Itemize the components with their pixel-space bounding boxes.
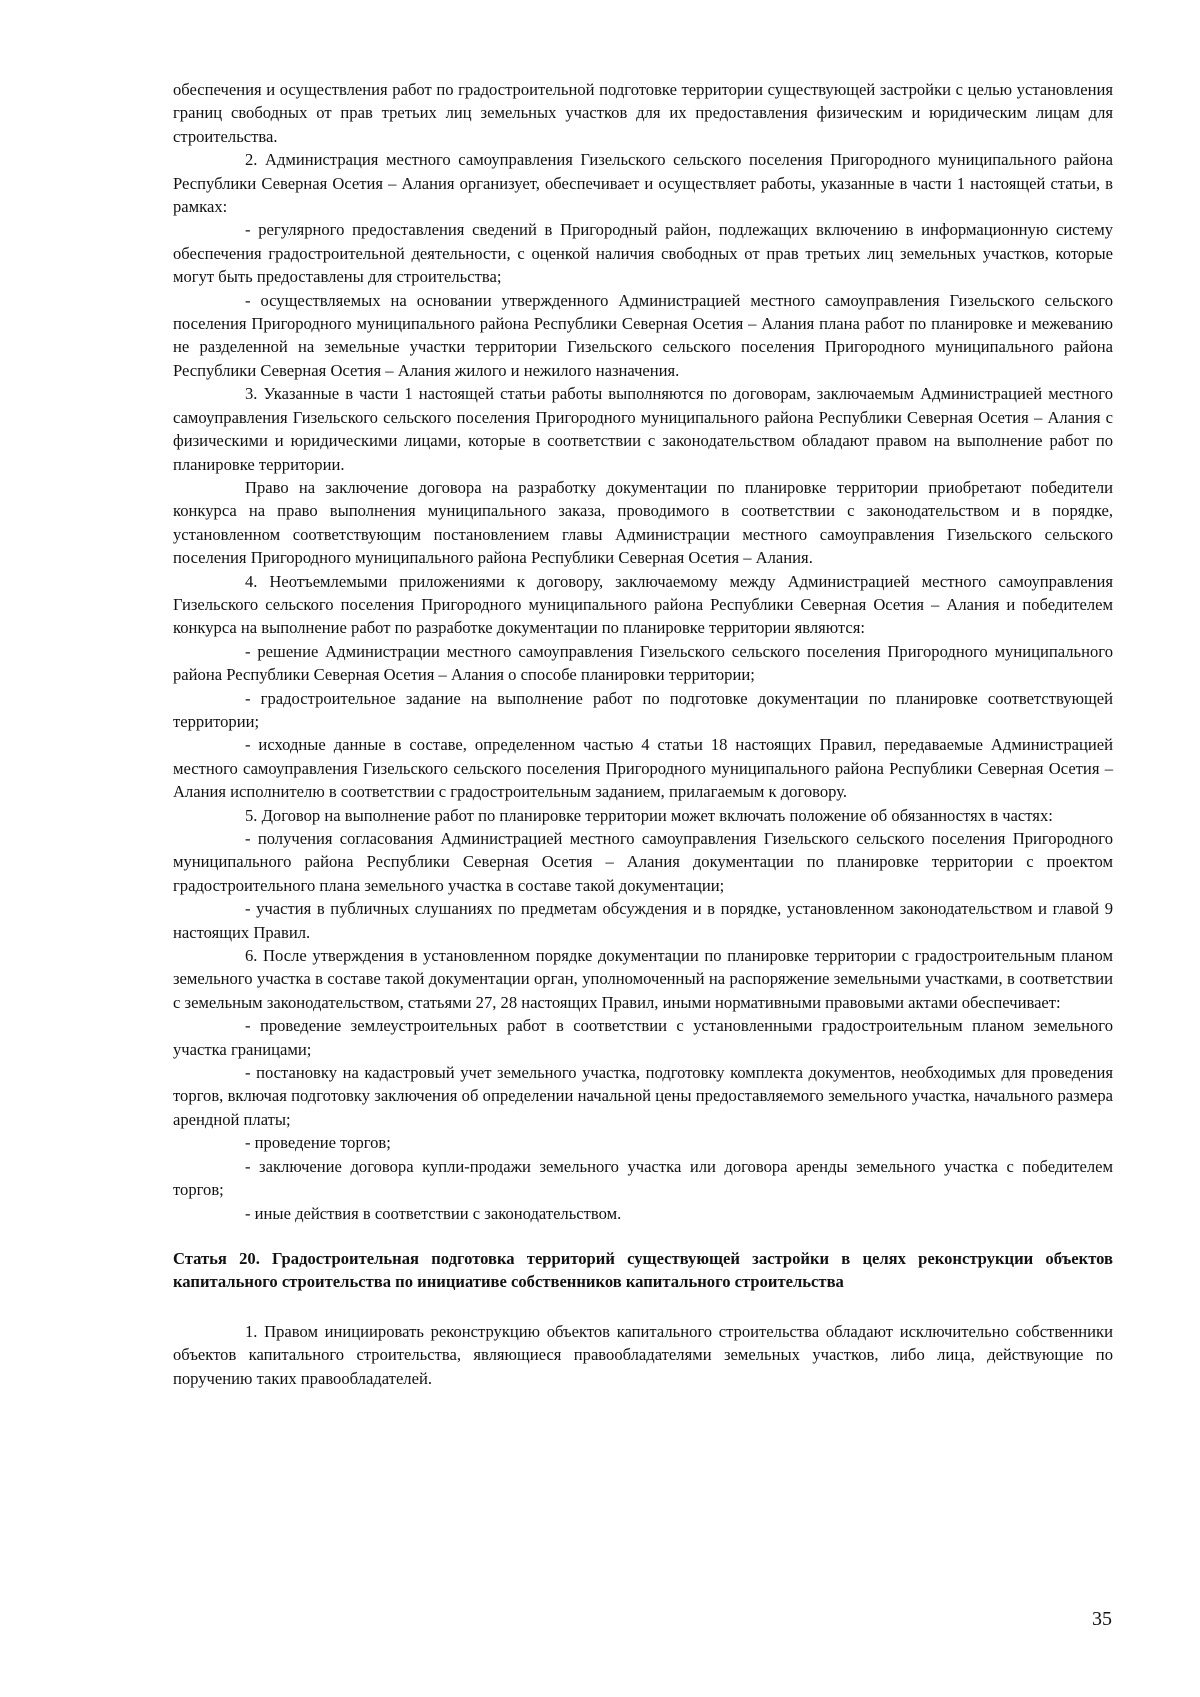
list-item: - исходные данные в составе, определенном частью 4 статьи 18 настоящих Правил, передаваемые Администрацией местного самоуправления Гизельского сельского поселения Пригородного муниципального района Республики Северная Осетия – Алания исполнителю в соответствии с градостроительным заданием, прилагаемым к договору. [173,735,1113,802]
list-item: - постановку на кадастровый учет земельного участка, подготовку комплекта документов, необходимых для проведения торгов, включая подготовку заключения об определении начальной цены предоставляемого земельного участка, начального размера арендной платы; [173,1063,1113,1129]
paragraph: 6. После утверждения в установленном порядке документации по планировке территории с градостроительным планом земельного участка в составе такой документации орган, уполномоченный на распоряжение земельными участками, в соответствии с земельным законодательством, статьями 27, 28 настоящих Правил, иными нормативными правовыми актами обеспечивает: [173,946,1113,1012]
paragraph: Право на заключение договора на разработку документации по планировке территории приобретают победители конкурса на право выполнения муниципального заказа, проводимого в соответствии с законодательством и в порядке, установленном соответствующим постановлением главы Администрации местного самоуправления Гизельского сельского поселения Пригородного муниципального района Республики Северная Осетия – Алания. [173,477,1113,568]
article-heading: Статья 20. Градостроительная подготовка территорий существующей застройки в целях реконструкции объектов капитального строительства по инициативе собственников капитального строительства [173,1248,1113,1292]
document-page [173,78,1113,1390]
list-item: - регулярного предоставления сведений в Пригородный район, подлежащих включению в информационную систему обеспечения градостроительной деятельности, с оценкой наличия свободных от прав третьих лиц земельных участков, которые могут быть предоставлены для строительства; [173,220,1113,287]
list-item: - осуществляемых на основании утвержденного Администрацией местного самоуправления Гизельского сельского поселения Пригородного муниципального района Республики Северная Осетия – Алания плана работ по планировке и межеванию не разделенной на земельные участки территории Гизельского сельского поселения Пригородного муниципального района Республики Северная Осетия – Алания жилого и нежилого назначения. [173,290,1113,380]
paragraph: 3. Указанные в части 1 настоящей статьи работы выполняются по договорам, заключаемым Администрацией местного самоуправления Гизельского сельского поселения Пригородного муниципального района Республики Северная Осетия – Алания с физическими и юридическими лицами, которые в соответствии с законодательством обладают правом на выполнение работ по планировке территории. [173,384,1113,474]
paragraph: 2. Администрация местного самоуправления Гизельского сельского поселения Пригородного муниципального района Республики Северная Осетия – Алания организует, обеспечивает и осуществляет работы, указанные в части 1 настоящей статьи, в рамках: [173,150,1113,217]
list-item: - решение Администрации местного самоуправления Гизельского сельского поселения Пригородного муниципального района Республики Северная Осетия – Алания о способе планировки территории; [173,641,1113,685]
list-item: - заключение договора купли-продажи земельного участка или договора аренды земельного участка с победителем торгов; [173,1156,1113,1200]
page-number: 35 [1092,1608,1112,1630]
list-item: - градостроительное задание на выполнение работ по подготовке документации по планировке соответствующей территории; [173,688,1113,731]
paragraph: 4. Неотъемлемыми приложениями к договору, заключаемому между Администрацией местного самоуправления Гизельского сельского поселения Пригородного муниципального района Республики Северная Осетия – Алания и победителем конкурса на выполнение работ по разработке документации по планировке территории являются: [173,571,1113,638]
list-item: - проведение землеустроительных работ в соответствии с установленными градостроительным планом земельного участка границами; [173,1016,1113,1059]
list-item: - иные действия в соответствии с законодательством. [245,1203,622,1223]
list-item: - получения согласования Администрацией местного самоуправления Гизельского сельского поселения Пригородного муниципального района Республики Северная Осетия – Алания документации по планировке территории с проектом градостроительного плана земельного участка в составе такой документации; [173,829,1113,895]
list-item: - проведение торгов; [245,1133,391,1153]
paragraph: 5. Договор на выполнение работ по планировке территории может включать положение об обязанностях в частях: [245,805,1053,825]
paragraph: 1. Правом инициировать реконструкцию объектов капитального строительства обладают исключительно собственники объектов капитального строительства, являющиеся правообладателями земельных участков, либо лица, действующие по поручению таких правообладателей. [173,1321,1113,1388]
list-item: - участия в публичных слушаниях по предметам обсуждения и в порядке, установленном законодательством и главой 9 настоящих Правил. [173,899,1113,942]
paragraph: обеспечения и осуществления работ по градостроительной подготовке территории существующей застройки с целью установления границ свободных от прав третьих лиц земельных участков для их предоставления физическим и юридическим лицам для строительства. [173,80,1113,146]
